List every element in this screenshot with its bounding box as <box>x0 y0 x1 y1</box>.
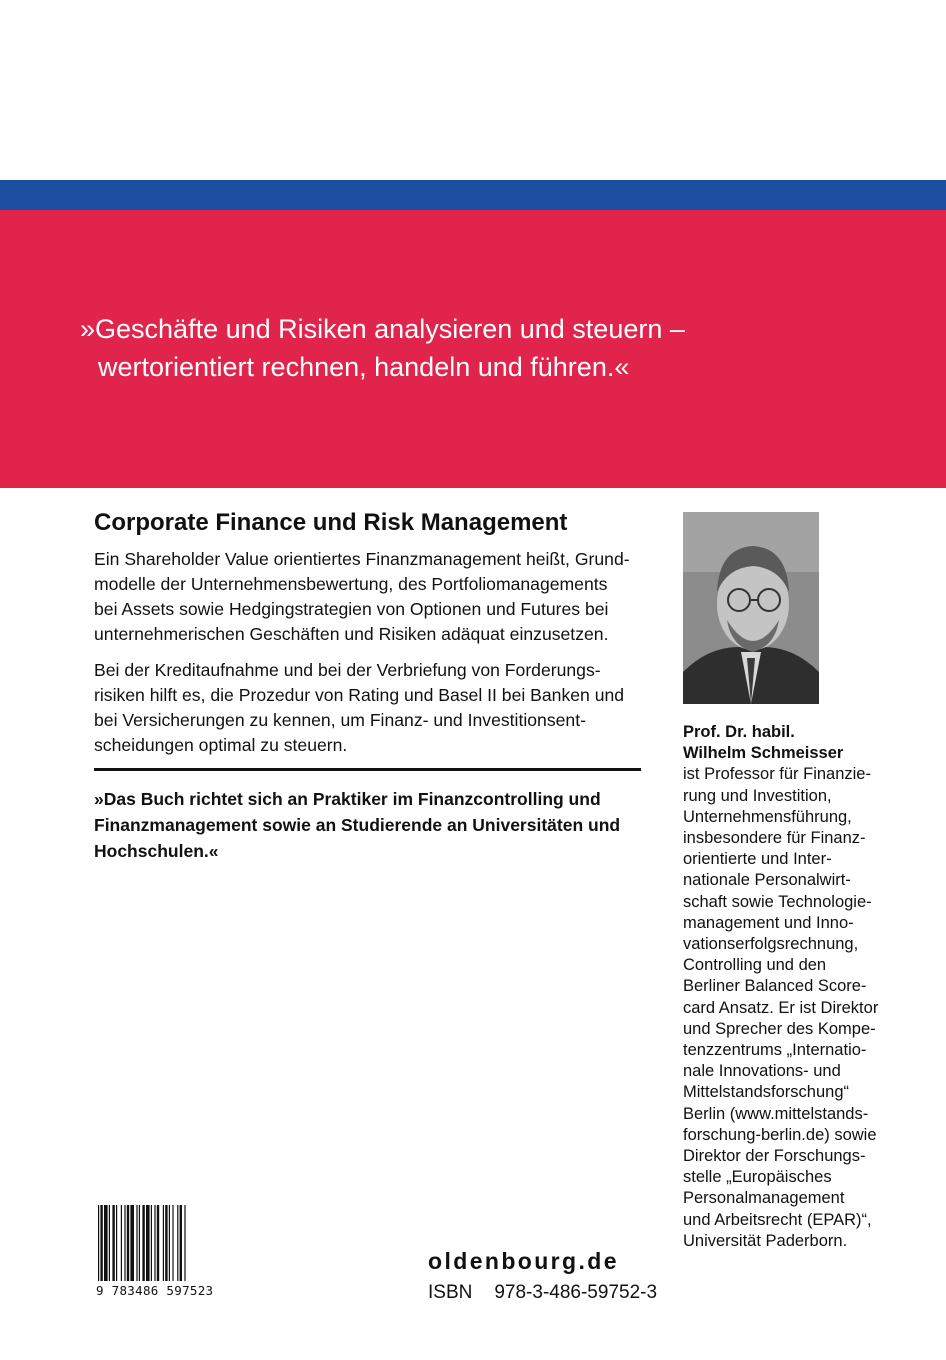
barcode-bar <box>124 1205 125 1281</box>
banner-quote-line: wertorientiert rechnen, handeln und führen.« <box>98 352 630 382</box>
barcode-bar <box>163 1205 164 1281</box>
bio-line: nale Innovations- und <box>683 1062 841 1081</box>
barcode-bar <box>154 1205 155 1281</box>
text-line: Ein Shareholder Value orientiertes Finanzmanagement heißt, Grund- <box>94 549 630 569</box>
text-line: Hochschulen.« <box>94 841 219 861</box>
barcode-bar <box>165 1205 167 1281</box>
barcode-bar <box>100 1205 102 1281</box>
portrait-illustration <box>683 512 819 704</box>
text-line: risiken hilft es, die Prozedur von Rating und Basel II bei Banken und <box>94 685 625 705</box>
blue-stripe <box>0 180 946 210</box>
text-line: modelle der Unternehmensbewertung, des Portfoliomanagements <box>94 574 608 594</box>
bio-line: und Sprecher des Kompe- <box>683 1019 876 1038</box>
publisher-url: oldenbourg.de <box>428 1248 619 1274</box>
barcode-bar <box>169 1205 170 1281</box>
barcode-bar <box>157 1205 159 1281</box>
barcode-bar <box>136 1205 137 1281</box>
bio-line: Unternehmensführung, <box>683 807 852 826</box>
bio-line: orientierte und Inter- <box>683 850 832 869</box>
isbn-number: 978-3-486-59752-3 <box>494 1282 658 1303</box>
barcode-bar <box>146 1205 150 1281</box>
bio-line: Berlin (www.mittelstands- <box>683 1104 869 1123</box>
bio-line: Mittelstandsforschung“ <box>683 1083 849 1102</box>
bio-line: Universität Paderborn. <box>683 1231 848 1250</box>
author-bio <box>683 722 933 1252</box>
bio-line: tenzzentrums „Internatio- <box>683 1041 867 1060</box>
bio-line: Direktor der Forschungs- <box>683 1147 866 1166</box>
divider <box>94 768 641 771</box>
author-title: Prof. Dr. habil. <box>683 723 795 741</box>
barcode-bar <box>116 1205 117 1281</box>
target-audience-quote <box>94 786 654 864</box>
text-line: scheidungen optimal zu steuern. <box>94 735 348 755</box>
barcode-bar <box>142 1205 144 1281</box>
barcode-bar <box>121 1205 122 1281</box>
text-line: bei Versicherungen zu kennen, um Finanz- und Investitionsent- <box>94 710 586 730</box>
bio-line: und Arbeitsrecht (EPAR)“, <box>683 1210 872 1229</box>
description-paragraph <box>94 547 654 647</box>
banner-quote-line: »Geschäfte und Risiken analysieren und steuern – <box>80 314 685 344</box>
bio-line: forschung-berlin.de) sowie <box>683 1125 877 1144</box>
barcode-bar <box>112 1205 114 1281</box>
barcode-bar <box>184 1205 185 1281</box>
barcode-bar <box>139 1205 140 1281</box>
text-line: unternehmerischen Geschäften und Risiken adäquat einzusetzen. <box>94 624 609 644</box>
bio-line: card Ansatz. Er ist Direktor <box>683 998 879 1017</box>
bio-line: management und Inno- <box>683 913 854 932</box>
barcode-bar <box>130 1205 134 1281</box>
bio-line: insbesondere für Finanz- <box>683 829 866 848</box>
isbn <box>428 1282 657 1304</box>
barcode-bar <box>127 1205 129 1281</box>
bio-line: schaft sowie Technologie- <box>683 892 872 911</box>
author-name: Wilhelm Schmeisser <box>683 744 844 763</box>
barcode-bar <box>109 1205 110 1281</box>
barcode-bar <box>98 1205 99 1281</box>
text-line: »Das Buch richtet sich an Praktiker im Finanzcontrolling und <box>94 789 601 809</box>
bio-line: vationserfolgsrechnung, <box>683 935 859 954</box>
bio-line: Personalmanagement <box>683 1189 845 1208</box>
bio-line: ist Professor für Finanzie- <box>683 765 871 784</box>
bio-line: Berliner Balanced Score- <box>683 977 867 996</box>
text-line: Bei der Kreditaufnahme und bei der Verbriefung von Forderungs- <box>94 660 601 680</box>
text-line: bei Assets sowie Hedgingstrategien von Optionen und Futures bei <box>94 599 609 619</box>
barcode-bar <box>172 1205 173 1281</box>
barcode-bar <box>151 1205 152 1281</box>
banner-quote <box>80 310 900 386</box>
barcode-bar <box>177 1205 178 1281</box>
bio-line: rung und Investition, <box>683 786 832 805</box>
book-title: Corporate Finance und Risk Management <box>94 509 568 536</box>
bio-line: stelle „Europäisches <box>683 1168 832 1187</box>
bio-line: nationale Personalwirt- <box>683 871 851 890</box>
barcode-bar <box>104 1205 108 1281</box>
author-photo <box>683 512 819 704</box>
barcode-bar <box>180 1205 182 1281</box>
bio-line: Controlling und den <box>683 956 827 975</box>
isbn-label: ISBN <box>428 1282 473 1303</box>
text-line: Finanzmanagement sowie an Studierende an Universitäten und <box>94 815 621 835</box>
barcode-digits: 9 783486 597523 <box>96 1283 214 1298</box>
description-paragraph <box>94 658 654 758</box>
